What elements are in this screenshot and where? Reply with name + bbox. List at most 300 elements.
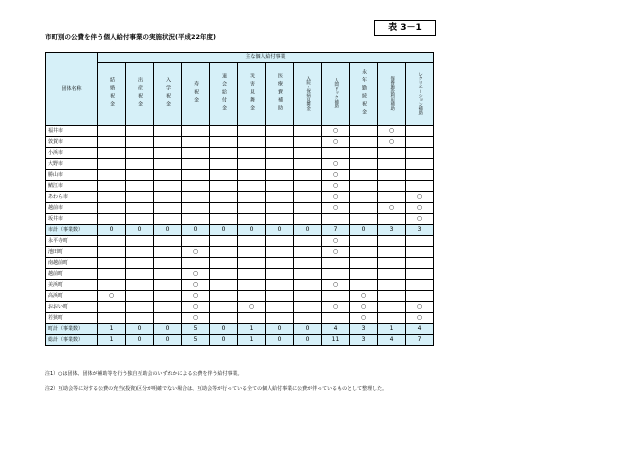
table-cell: 1 xyxy=(378,324,406,335)
table-cell xyxy=(98,192,126,203)
table-cell xyxy=(406,181,434,192)
table-cell xyxy=(350,203,378,214)
table-cell xyxy=(126,236,154,247)
table-cell xyxy=(210,214,238,225)
table-cell xyxy=(294,159,322,170)
table-cell xyxy=(210,302,238,313)
table-cell xyxy=(294,247,322,258)
table-cell: 0 xyxy=(266,335,294,346)
row-name: 大野市 xyxy=(46,159,98,170)
column-header-label: 寿祝金 xyxy=(193,81,199,105)
table-row xyxy=(46,159,434,170)
table-cell xyxy=(98,236,126,247)
table-cell xyxy=(126,170,154,181)
table-number-label: 表 3－1 xyxy=(374,20,436,36)
table-cell: ○ xyxy=(378,203,406,214)
table-cell xyxy=(378,236,406,247)
table-cell xyxy=(322,258,350,269)
table-cell: 5 xyxy=(182,324,210,335)
table-cell: ○ xyxy=(322,126,350,137)
table-cell xyxy=(350,137,378,148)
table-cell xyxy=(238,126,266,137)
table-cell xyxy=(98,280,126,291)
table-cell xyxy=(126,148,154,159)
header-name-label: 団体名称 xyxy=(61,85,82,92)
column-header xyxy=(350,63,378,126)
table-cell xyxy=(238,203,266,214)
table-row xyxy=(46,192,434,203)
table-cell xyxy=(406,170,434,181)
table-cell xyxy=(154,159,182,170)
table-cell xyxy=(294,148,322,159)
table-cell xyxy=(378,302,406,313)
table-cell xyxy=(238,280,266,291)
table-cell: 11 xyxy=(322,335,350,346)
table-cell xyxy=(154,214,182,225)
table-cell xyxy=(350,159,378,170)
table-row xyxy=(46,203,434,214)
table-cell xyxy=(126,313,154,324)
table-cell xyxy=(266,192,294,203)
table-cell xyxy=(154,280,182,291)
table-cell: 0 xyxy=(154,324,182,335)
table-cell xyxy=(406,126,434,137)
table-cell xyxy=(350,148,378,159)
table-cell: ○ xyxy=(350,291,378,302)
table-cell xyxy=(378,258,406,269)
header-group-cell xyxy=(98,53,434,63)
table-cell xyxy=(378,247,406,258)
benefit-table xyxy=(45,52,434,346)
table-cell xyxy=(238,313,266,324)
column-header-label: 入院・保病見舞金 xyxy=(305,75,311,111)
row-name: 越前市 xyxy=(46,203,98,214)
table-cell: 7 xyxy=(406,335,434,346)
table-row xyxy=(46,137,434,148)
table-cell: ○ xyxy=(350,302,378,313)
table-cell xyxy=(182,137,210,148)
table-cell: 0 xyxy=(126,225,154,236)
table-cell xyxy=(378,269,406,280)
table-cell xyxy=(154,170,182,181)
table-cell xyxy=(406,280,434,291)
column-header-label: 人間ドック補助 xyxy=(333,77,339,109)
table-cell: ○ xyxy=(322,203,350,214)
row-name: 市計（事業数） xyxy=(46,225,98,236)
table-cell: 4 xyxy=(378,335,406,346)
row-name: 高浜町 xyxy=(46,291,98,302)
column-header-label: 出産祝金 xyxy=(137,77,143,109)
table-row xyxy=(46,247,434,258)
table-cell xyxy=(294,203,322,214)
table-cell xyxy=(126,247,154,258)
column-header xyxy=(406,63,434,126)
table-cell xyxy=(154,247,182,258)
table-cell: ○ xyxy=(350,313,378,324)
table-row xyxy=(46,214,434,225)
table-cell xyxy=(238,192,266,203)
table-cell: ○ xyxy=(182,291,210,302)
row-name: 町計（事業数） xyxy=(46,324,98,335)
table-cell xyxy=(266,148,294,159)
table-cell xyxy=(294,181,322,192)
table-cell xyxy=(154,258,182,269)
table-row xyxy=(46,269,434,280)
table-cell xyxy=(322,313,350,324)
table-cell xyxy=(266,291,294,302)
column-header xyxy=(154,63,182,126)
table-cell xyxy=(238,170,266,181)
table-cell xyxy=(98,247,126,258)
table-cell: ○ xyxy=(378,137,406,148)
table-cell xyxy=(154,313,182,324)
table-cell xyxy=(210,137,238,148)
table-cell xyxy=(126,269,154,280)
table-cell xyxy=(210,247,238,258)
table-cell: 0 xyxy=(210,335,238,346)
table-cell xyxy=(210,192,238,203)
table-cell xyxy=(238,214,266,225)
table-cell xyxy=(182,214,210,225)
row-name: 美浜町 xyxy=(46,280,98,291)
table-cell xyxy=(238,148,266,159)
row-name: 池田町 xyxy=(46,247,98,258)
column-header-label: 医療費補助 xyxy=(277,73,283,113)
table-cell xyxy=(266,137,294,148)
table-cell xyxy=(350,258,378,269)
column-header xyxy=(210,63,238,126)
table-cell xyxy=(126,214,154,225)
table-cell: ○ xyxy=(322,302,350,313)
table-cell xyxy=(294,192,322,203)
table-cell xyxy=(98,214,126,225)
table-cell xyxy=(98,148,126,159)
row-name: 小浜市 xyxy=(46,148,98,159)
table-cell xyxy=(210,203,238,214)
table-cell: 7 xyxy=(322,225,350,236)
table-cell xyxy=(266,159,294,170)
table-cell xyxy=(98,313,126,324)
row-name: 越前町 xyxy=(46,269,98,280)
table-cell: ○ xyxy=(322,159,350,170)
table-cell: ○ xyxy=(182,313,210,324)
column-header xyxy=(182,63,210,126)
table-cell xyxy=(126,258,154,269)
table-cell xyxy=(98,159,126,170)
table-cell xyxy=(266,258,294,269)
table-cell xyxy=(322,148,350,159)
table-cell xyxy=(406,159,434,170)
table-cell: 0 xyxy=(266,324,294,335)
table-cell xyxy=(294,269,322,280)
table-cell xyxy=(126,280,154,291)
row-name: 鯖江市 xyxy=(46,181,98,192)
table-cell xyxy=(126,192,154,203)
table-row xyxy=(46,280,434,291)
column-header-label: 永年勤続祝金 xyxy=(361,69,367,117)
row-name: 若狭町 xyxy=(46,313,98,324)
row-name: 敦賀市 xyxy=(46,137,98,148)
table-cell: 0 xyxy=(182,225,210,236)
table-cell: 3 xyxy=(350,335,378,346)
table-cell xyxy=(350,236,378,247)
table-cell xyxy=(98,170,126,181)
table-cell xyxy=(154,137,182,148)
table-row xyxy=(46,148,434,159)
table-cell xyxy=(350,126,378,137)
table-cell: 0 xyxy=(350,225,378,236)
table-cell xyxy=(154,302,182,313)
table-cell xyxy=(126,181,154,192)
table-cell xyxy=(126,291,154,302)
table-cell xyxy=(378,214,406,225)
table-cell xyxy=(350,280,378,291)
table-cell: 0 xyxy=(210,324,238,335)
table-cell: 3 xyxy=(378,225,406,236)
table-cell: 5 xyxy=(182,335,210,346)
table-cell xyxy=(294,126,322,137)
table-row xyxy=(46,126,434,137)
table-cell xyxy=(378,170,406,181)
table-cell: ○ xyxy=(322,181,350,192)
table-cell: 1 xyxy=(98,324,126,335)
table-cell xyxy=(294,258,322,269)
table-cell xyxy=(238,159,266,170)
table-cell xyxy=(98,181,126,192)
table-cell: 1 xyxy=(238,335,266,346)
table-cell: 0 xyxy=(266,225,294,236)
table-cell xyxy=(350,214,378,225)
table-cell: ○ xyxy=(406,302,434,313)
page-title: 市町別の公費を伴う個人給付事業の実施状況(平成22年度) xyxy=(45,33,216,41)
table-cell xyxy=(378,159,406,170)
header-name-cell xyxy=(46,53,98,126)
table-cell: ○ xyxy=(98,291,126,302)
row-name: 永平寺町 xyxy=(46,236,98,247)
table-cell xyxy=(294,214,322,225)
table-cell xyxy=(210,280,238,291)
table-cell xyxy=(378,181,406,192)
table-cell xyxy=(154,291,182,302)
table-cell: ○ xyxy=(322,170,350,181)
table-cell xyxy=(294,236,322,247)
row-name: 南越前町 xyxy=(46,258,98,269)
town-subtotal-row xyxy=(46,324,434,335)
table-cell xyxy=(350,181,378,192)
table-cell xyxy=(210,258,238,269)
table-cell: 0 xyxy=(294,225,322,236)
table-cell xyxy=(238,269,266,280)
table-row xyxy=(46,258,434,269)
row-name: 坂井市 xyxy=(46,214,98,225)
table-cell xyxy=(266,181,294,192)
table-cell xyxy=(154,126,182,137)
header-group-label: 主な個人給付事業 xyxy=(245,54,286,60)
column-header xyxy=(266,63,294,126)
table-cell xyxy=(182,181,210,192)
table-cell: ○ xyxy=(182,247,210,258)
table-cell xyxy=(182,126,210,137)
table-cell xyxy=(350,170,378,181)
table-cell: 1 xyxy=(98,335,126,346)
table-cell xyxy=(182,203,210,214)
table-cell xyxy=(182,159,210,170)
table-cell xyxy=(182,236,210,247)
table-cell xyxy=(406,291,434,302)
column-header-label: 入学祝金 xyxy=(165,77,171,109)
table-cell: ○ xyxy=(182,280,210,291)
row-name: あわら市 xyxy=(46,192,98,203)
table-row xyxy=(46,313,434,324)
table-cell xyxy=(266,313,294,324)
table-cell xyxy=(154,192,182,203)
table-row xyxy=(46,236,434,247)
table-cell xyxy=(154,236,182,247)
table-cell: 0 xyxy=(294,324,322,335)
table-cell xyxy=(266,170,294,181)
table-cell: 0 xyxy=(210,225,238,236)
column-header xyxy=(294,63,322,126)
table-cell xyxy=(210,126,238,137)
table-cell xyxy=(126,302,154,313)
grand-total-row xyxy=(46,335,434,346)
table-cell xyxy=(238,181,266,192)
table-cell xyxy=(182,192,210,203)
table-cell xyxy=(406,247,434,258)
table-cell: 0 xyxy=(98,225,126,236)
table-cell xyxy=(350,247,378,258)
table-cell: ○ xyxy=(322,192,350,203)
table-cell xyxy=(294,137,322,148)
table-cell xyxy=(210,291,238,302)
table-cell xyxy=(98,258,126,269)
table-cell xyxy=(266,236,294,247)
table-cell: 0 xyxy=(294,335,322,346)
table-cell: ○ xyxy=(322,137,350,148)
table-cell: 0 xyxy=(126,335,154,346)
table-cell xyxy=(98,203,126,214)
table-cell xyxy=(154,269,182,280)
table-cell xyxy=(210,148,238,159)
table-cell: ○ xyxy=(238,302,266,313)
table-row xyxy=(46,170,434,181)
row-name: おおい町 xyxy=(46,302,98,313)
table-cell: 0 xyxy=(154,335,182,346)
table-row xyxy=(46,291,434,302)
table-cell xyxy=(378,313,406,324)
table-cell xyxy=(266,126,294,137)
table-cell xyxy=(238,247,266,258)
table-cell: ○ xyxy=(406,203,434,214)
table-row xyxy=(46,181,434,192)
column-header-label: 災害見舞金 xyxy=(249,73,255,113)
table-cell xyxy=(406,269,434,280)
table-cell xyxy=(266,214,294,225)
table-cell: ○ xyxy=(406,192,434,203)
table-cell xyxy=(378,148,406,159)
table-cell: 0 xyxy=(126,324,154,335)
table-cell: ○ xyxy=(322,280,350,291)
table-cell xyxy=(322,291,350,302)
table-cell: 3 xyxy=(350,324,378,335)
table-cell xyxy=(98,137,126,148)
table-cell xyxy=(126,159,154,170)
column-header-label: 結婚祝金 xyxy=(109,77,115,109)
table-cell xyxy=(210,170,238,181)
column-header xyxy=(322,63,350,126)
table-cell xyxy=(126,126,154,137)
table-cell xyxy=(350,192,378,203)
table-cell xyxy=(98,302,126,313)
table-cell xyxy=(182,170,210,181)
table-cell xyxy=(238,258,266,269)
table-cell: ○ xyxy=(182,269,210,280)
table-cell xyxy=(210,269,238,280)
row-name: 勝山市 xyxy=(46,170,98,181)
table-cell xyxy=(266,280,294,291)
table-cell xyxy=(406,258,434,269)
table-cell xyxy=(182,258,210,269)
table-cell: 3 xyxy=(406,225,434,236)
city-subtotal-row xyxy=(46,225,434,236)
table-row xyxy=(46,302,434,313)
table-cell xyxy=(294,302,322,313)
table-cell xyxy=(238,137,266,148)
table-cell: ○ xyxy=(322,247,350,258)
table-cell xyxy=(378,291,406,302)
table-cell xyxy=(406,137,434,148)
table-cell xyxy=(210,159,238,170)
table-cell xyxy=(322,214,350,225)
column-header xyxy=(238,63,266,126)
table-cell xyxy=(294,280,322,291)
column-header-label: レクリエーション補助 xyxy=(417,71,423,115)
table-cell xyxy=(126,203,154,214)
table-cell: ○ xyxy=(406,313,434,324)
table-cell: ○ xyxy=(322,236,350,247)
table-cell xyxy=(266,203,294,214)
row-name: 総計（事業数） xyxy=(46,335,98,346)
table-cell xyxy=(154,203,182,214)
table-cell: 0 xyxy=(238,225,266,236)
table-cell: 4 xyxy=(406,324,434,335)
table-cell xyxy=(154,148,182,159)
table-cell xyxy=(406,148,434,159)
table-cell xyxy=(210,181,238,192)
table-cell xyxy=(266,302,294,313)
table-cell xyxy=(294,313,322,324)
table-cell xyxy=(98,269,126,280)
column-header xyxy=(98,63,126,126)
table-cell xyxy=(182,148,210,159)
table-cell xyxy=(238,236,266,247)
column-header xyxy=(126,63,154,126)
table-cell xyxy=(322,269,350,280)
table-cell xyxy=(210,313,238,324)
table-cell: ○ xyxy=(182,302,210,313)
table-cell xyxy=(378,192,406,203)
table-cell: 1 xyxy=(238,324,266,335)
column-header-label: 退会給付金 xyxy=(221,73,227,113)
table-cell xyxy=(266,247,294,258)
table-cell xyxy=(126,137,154,148)
table-cell xyxy=(266,269,294,280)
table-cell xyxy=(238,291,266,302)
table-cell xyxy=(406,236,434,247)
table-cell: 4 xyxy=(322,324,350,335)
table-cell xyxy=(294,170,322,181)
table-cell xyxy=(210,236,238,247)
